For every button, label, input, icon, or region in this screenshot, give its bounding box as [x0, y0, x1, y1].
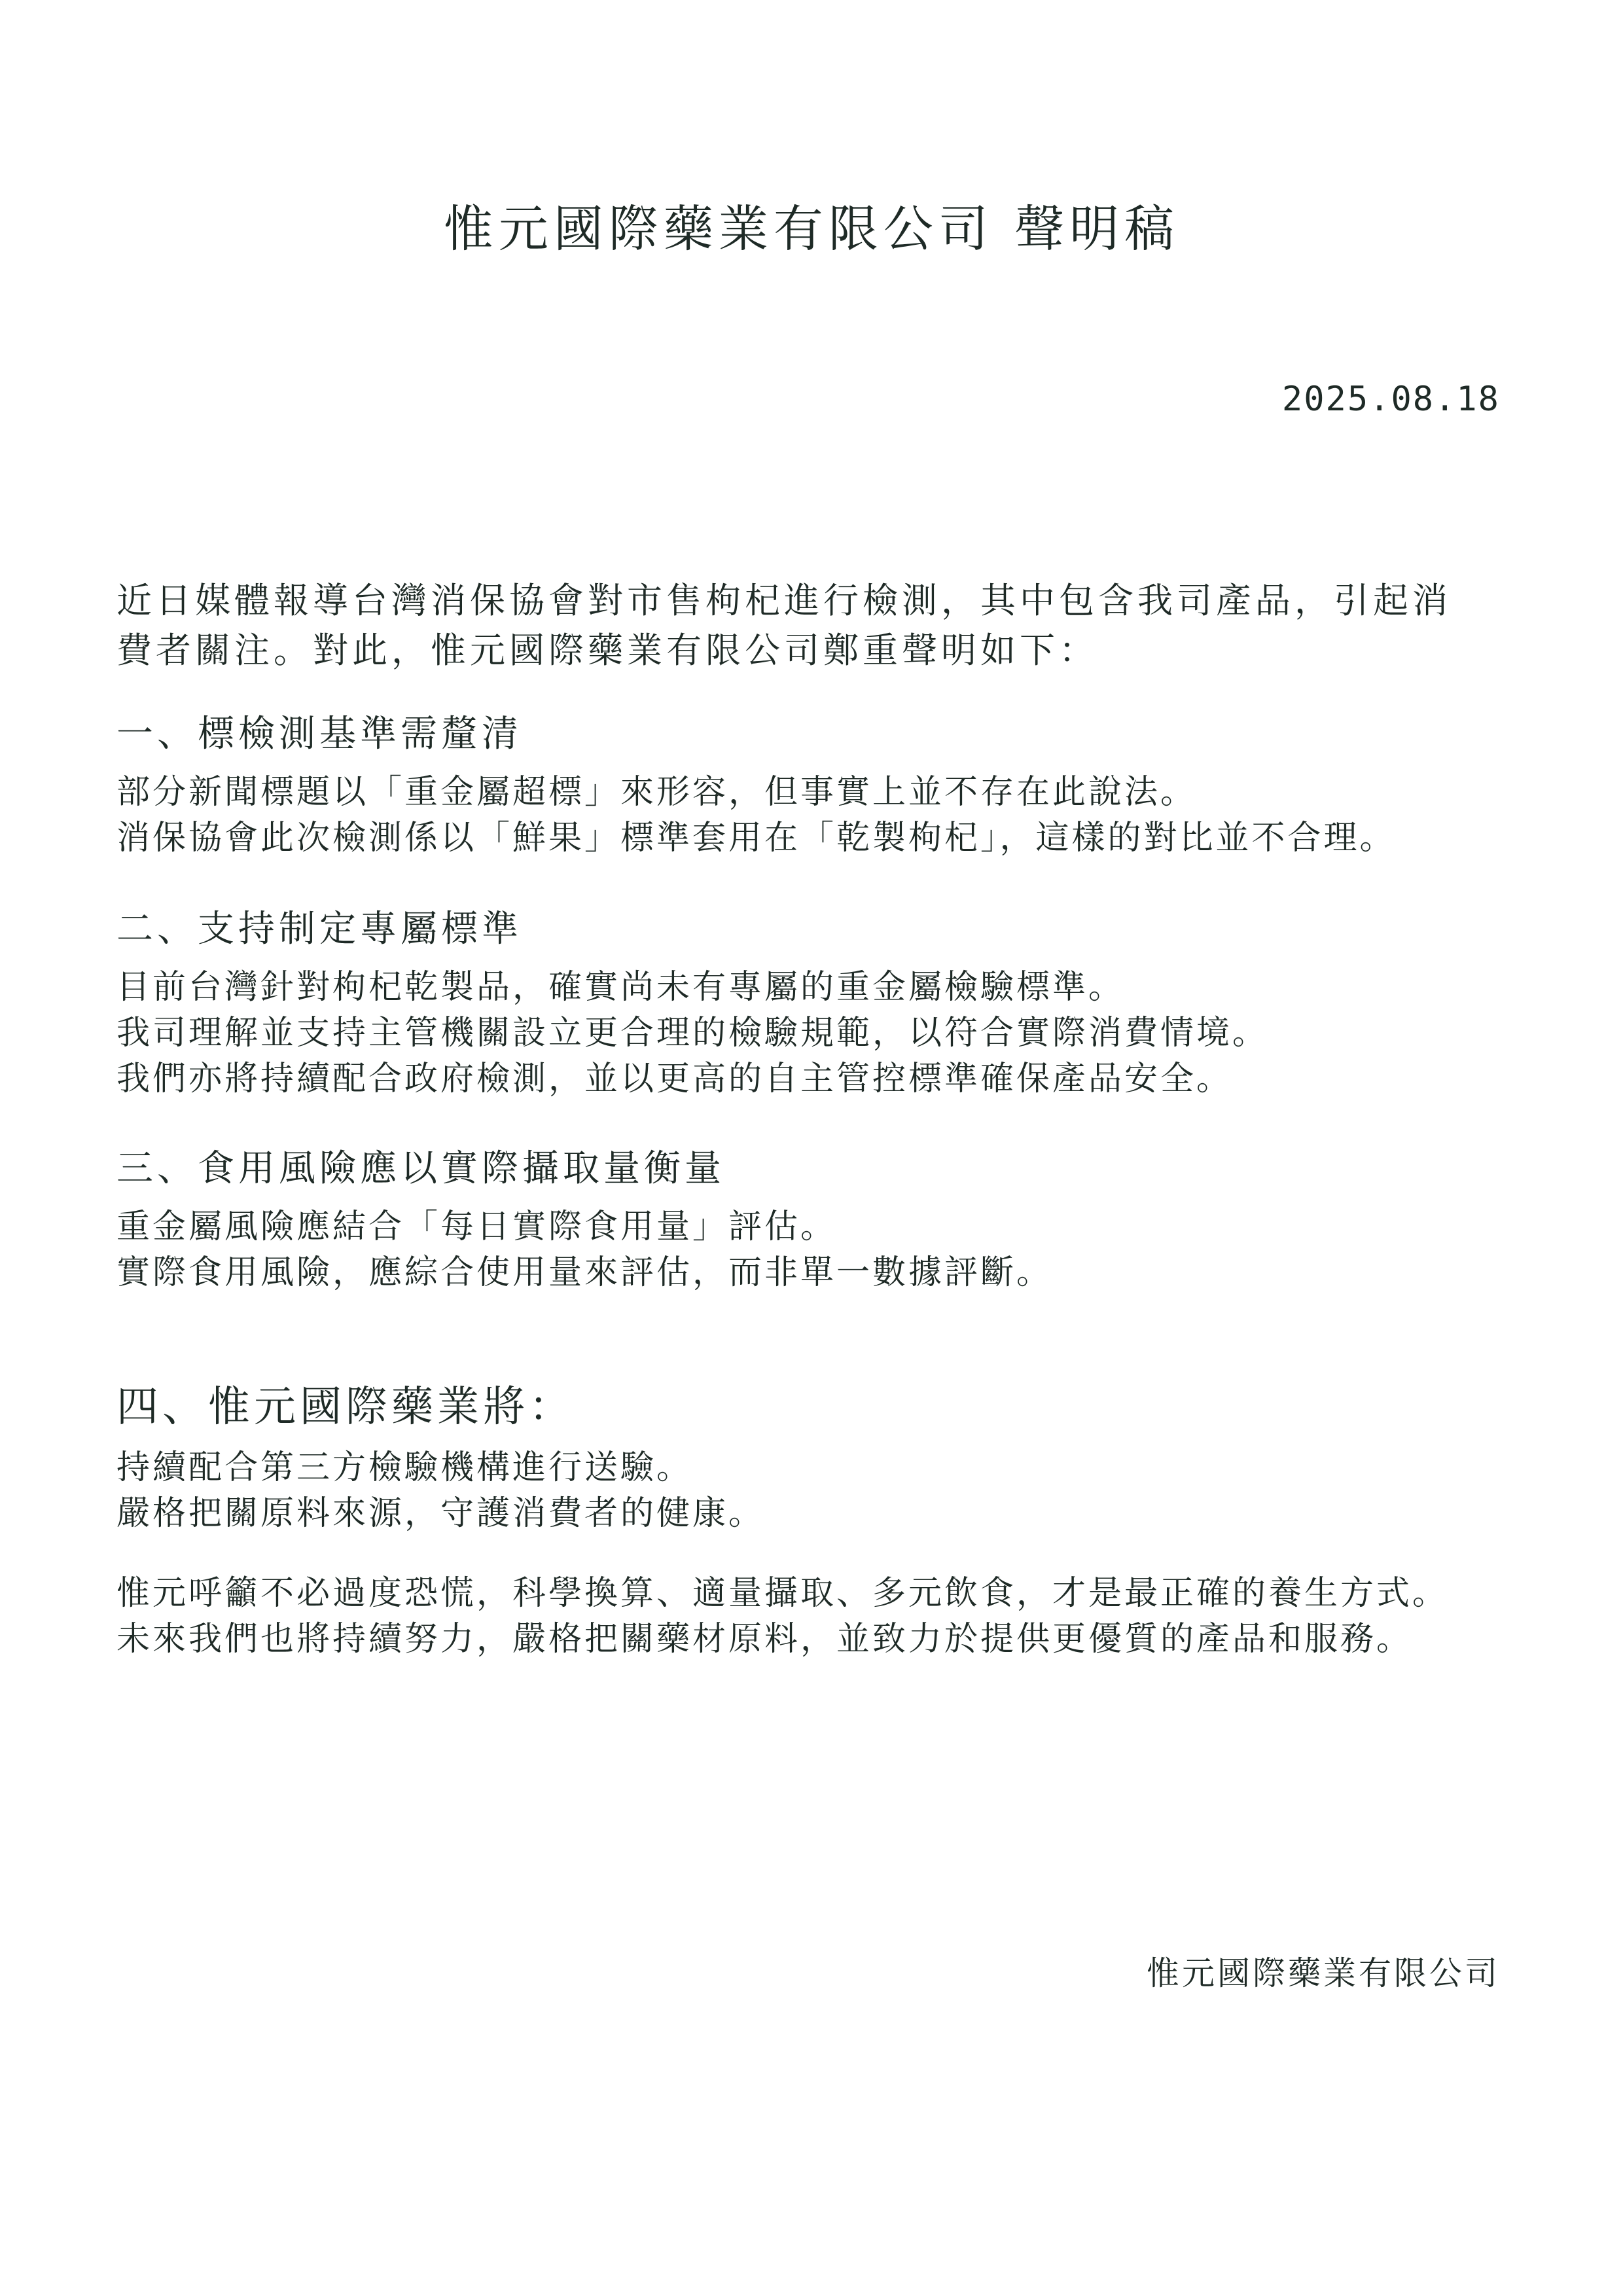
company-signature: 惟元國際藥業有限公司	[1147, 1954, 1500, 1992]
section-heading-4: 四、惟元國際藥業將：	[116, 1383, 575, 1431]
closing-line: 惟元呼籲不必過度恐慌，科學換算、適量攝取、多元飲食，才是最正確的養生方式。	[116, 1574, 1449, 1613]
section-heading-2: 二、支持制定專屬標準	[116, 908, 522, 950]
closing-line: 未來我們也將持續努力，嚴格把關藥材原料，並致力於提供更優質的產品和服務。	[116, 1620, 1413, 1659]
section-line: 我司理解並支持主管機關設立更合理的檢驗規範，以符合實際消費情境。	[116, 1014, 1269, 1052]
section-line: 消保協會此次檢測係以「鮮果」標準套用在「乾製枸杞」，這樣的對比並不合理。	[116, 819, 1396, 857]
section-line: 實際食用風險，應綜合使用量來評估，而非單一數據評斷。	[116, 1253, 1053, 1292]
intro-line: 費者關注。對此，惟元國際藥業有限公司鄭重聲明如下：	[116, 630, 1098, 671]
intro-line: 近日媒體報導台灣消保協會對市售枸杞進行檢測，其中包含我司產品，引起消	[116, 580, 1452, 621]
section-line: 嚴格把關原料來源，守護消費者的健康。	[116, 1494, 765, 1533]
closing-paragraph	[116, 1571, 1517, 1662]
release-date: 2025.08.18	[1281, 380, 1500, 419]
document-title: 惟元國際藥業有限公司 聲明稿	[443, 200, 1180, 258]
section-body-2	[116, 965, 1517, 1102]
section-line: 部分新聞標題以「重金屬超標」來形容，但事實上並不存在此說法。	[116, 773, 1197, 812]
section-line: 我們亦將持續配合政府檢測，並以更高的自主管控標準確保產品安全。	[116, 1060, 1233, 1098]
section-body-3	[116, 1204, 1517, 1296]
section-line: 持續配合第三方檢驗機構進行送驗。	[116, 1448, 693, 1487]
section-line: 重金屬風險應結合「每日實際食用量」評估。	[116, 1208, 837, 1246]
section-heading-1: 一、標檢測基準需釐清	[116, 713, 522, 755]
section-body-4	[116, 1445, 1517, 1537]
section-line: 目前台灣針對枸杞乾製品，確實尚未有專屬的重金屬檢驗標準。	[116, 968, 1125, 1007]
section-body-1	[116, 770, 1517, 861]
section-heading-3: 三、食用風險應以實際攝取量衡量	[116, 1147, 725, 1190]
intro-paragraph	[116, 576, 1517, 675]
